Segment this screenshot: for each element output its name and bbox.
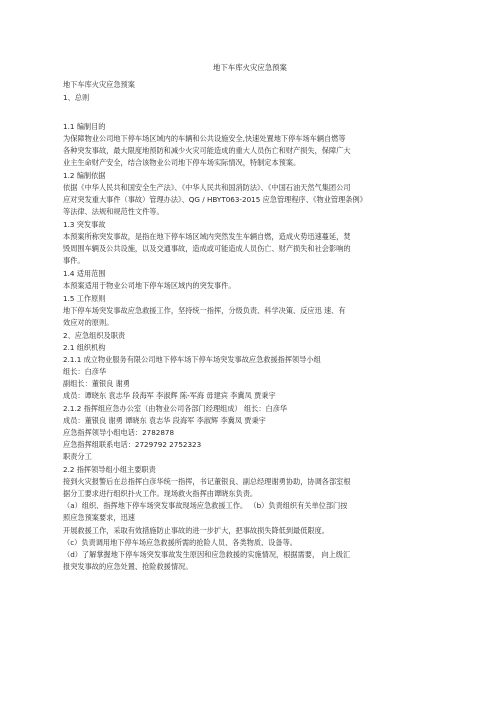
text-line: （d）了解掌握地下停车场突发事故发生原因和应急救援的实施情况，根据需要， 向上级汇: [63, 550, 351, 559]
text-line: 地下车库火灾应急预案: [63, 80, 135, 89]
text-line: 照应急预案要求，迅速: [63, 513, 135, 522]
text-line: （a）组织、指挥地下停车场突发事故现场应急救援工作。 （b）负责组织有关单位部门按: [63, 501, 348, 510]
text-line: 事件。: [63, 256, 85, 265]
section-heading: 2.2 指挥领导组小组主要职责: [63, 465, 156, 474]
section-heading: 2.1 组织机构: [63, 343, 106, 352]
text-line: 2.1.1 成立物业服务有限公司地下停车场下停车场突发事故应急救援指挥领导小组: [63, 355, 321, 364]
section-heading: 1、总则: [63, 93, 90, 102]
text-line: 等法律、法规和规范性文件等。: [63, 207, 164, 216]
text-line: 地下停车场突发事故应急救援工作，坚持统一指挥，分级负责、科学决策、反应迅 速、有: [63, 306, 346, 315]
text-line: 本预案所称突发事故，是指在地下停车场区域内突然发生车辆自燃，造成火势迅速蔓延，焚: [63, 232, 351, 241]
text-line: 成员：谭晓东 袁志华 段海军 李淑辉 陈-军海 毋建宾 李冀凤 贾秉宇: [63, 391, 276, 400]
text-line: 开展救援工作，采取有效措施防止事故的进一步扩大，把事故损失降低到最低限度。: [63, 526, 329, 535]
text-line: 接到火灾报警后在总指挥白彦华统一指挥，书记董银良、副总经理谢勇协助，协调各部室根: [63, 477, 351, 486]
section-heading: 1.5 工作原则: [63, 294, 106, 303]
section-heading: 2、应急组织及职责: [63, 331, 126, 340]
text-line: （c）负责调用地下停车场应急救援所需的抢险人员、各类物质、设备等。: [63, 538, 297, 547]
section-heading: 1.4 适用范围: [63, 269, 106, 278]
text-line: 职责分工: [63, 452, 92, 461]
text-line: 副组长：董银良 谢勇: [63, 379, 130, 388]
text-line: 毁周围车辆及公共设施，以及交通事故，造成或可能造成人员伤亡、财产损失和社会影响的: [63, 244, 351, 253]
section-heading: 1.1 编制目的: [63, 122, 106, 131]
text-line: 各种突发事故，最大限度地预防和减少火灾可能造成的重大人员伤亡和财产损失，保障广大: [63, 146, 351, 155]
text-line: 效应对的原则。: [63, 318, 114, 327]
text-line: 报突发事故的应急处置、抢险救援情况。: [63, 562, 193, 571]
text-line: 应急指挥领导小组电话：2782878: [63, 428, 175, 437]
document-title: 地下车库火灾应急预案: [213, 63, 287, 72]
section-heading: 1.2 编制依据: [63, 171, 106, 180]
text-line: 组长：白彦华: [63, 367, 107, 376]
text-line: 本预案适用于物业公司地下停车场区域内的突发事件。: [63, 281, 236, 290]
text-line: 依据《中华人民共和国安全生产法》、《中华人民共和国消防法》、《中国石油天然气集团公司: [63, 183, 351, 192]
text-line: 应急指挥组联系电话：2729792 2752323: [63, 440, 202, 449]
text-line: 成员：董银良 谢勇 谭晓东 袁志华 段海军 李淑辉 李冀凤 贾秉宇: [63, 416, 266, 425]
text-line: 应对突发重大事件（事故）管理办法》、QG / HBYT063-2015 应急管理程序、《物业管理条例》: [63, 195, 367, 204]
section-heading: 1.3 突发事故: [63, 220, 106, 229]
text-line: 业主生命财产安全，结合该物业公司地下停车场实际情况，特制定本预案。: [63, 158, 301, 167]
text-line: 据分工要求进行组织扑火工作。现场救火指挥由谭晓东负责。: [63, 489, 258, 498]
text-line: 为保障物业公司地下停车场区域内的车辆和公共设施安全,快速处置地下停车场车辆自燃等: [63, 134, 346, 143]
text-line: 2.1.2 指挥组应急办公室（由物业公司各部门经理组成） 组长：白彦华: [63, 404, 288, 413]
